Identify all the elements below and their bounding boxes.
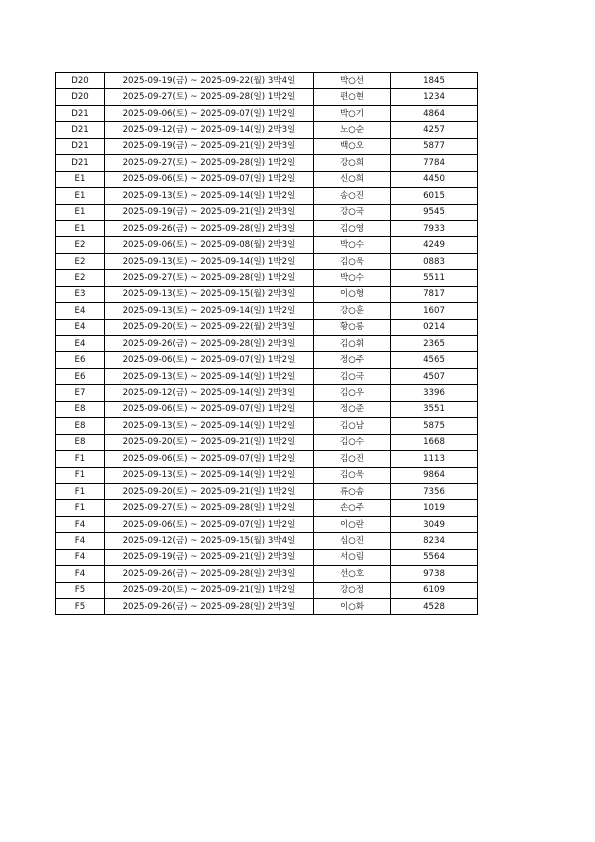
period-cell: 2025-09-20(토) ~ 2025-09-21(일) 1박2일 <box>105 434 314 450</box>
table-row <box>56 467 478 483</box>
site-cell: D21 <box>56 155 105 171</box>
period-cell: 2025-09-06(토) ~ 2025-09-08(월) 2박3일 <box>105 237 314 253</box>
site-cell: D20 <box>56 73 105 89</box>
site-cell: F1 <box>56 451 105 467</box>
code-cell: 0214 <box>391 319 478 335</box>
table-row <box>56 155 478 171</box>
site-cell: E4 <box>56 319 105 335</box>
table-row <box>56 204 478 220</box>
site-cell: E1 <box>56 220 105 236</box>
reservation-table <box>55 72 478 615</box>
guest-name-cell: 정○준 <box>314 401 391 417</box>
table-row <box>56 418 478 434</box>
guest-name-cell: 강○국 <box>314 204 391 220</box>
table-row <box>56 599 478 615</box>
table-row <box>56 401 478 417</box>
site-cell: E8 <box>56 401 105 417</box>
code-cell: 9738 <box>391 566 478 582</box>
guest-name-cell: 김○욱 <box>314 253 391 269</box>
period-cell: 2025-09-26(금) ~ 2025-09-28(일) 2박3일 <box>105 220 314 236</box>
period-cell: 2025-09-12(금) ~ 2025-09-15(월) 3박4일 <box>105 533 314 549</box>
code-cell: 7784 <box>391 155 478 171</box>
code-cell: 1019 <box>391 500 478 516</box>
code-cell: 3049 <box>391 516 478 532</box>
period-cell: 2025-09-12(금) ~ 2025-09-14(일) 2박3일 <box>105 122 314 138</box>
code-cell: 4249 <box>391 237 478 253</box>
table-row <box>56 434 478 450</box>
table-row <box>56 483 478 499</box>
period-cell: 2025-09-06(토) ~ 2025-09-07(일) 1박2일 <box>105 352 314 368</box>
site-cell: F4 <box>56 566 105 582</box>
table-row <box>56 533 478 549</box>
table-row <box>56 336 478 352</box>
period-cell: 2025-09-13(토) ~ 2025-09-15(월) 2박3일 <box>105 286 314 302</box>
period-cell: 2025-09-13(토) ~ 2025-09-14(일) 1박2일 <box>105 467 314 483</box>
code-cell: 4565 <box>391 352 478 368</box>
table-row <box>56 451 478 467</box>
site-cell: D21 <box>56 105 105 121</box>
code-cell: 9545 <box>391 204 478 220</box>
period-cell: 2025-09-19(금) ~ 2025-09-22(월) 3박4일 <box>105 73 314 89</box>
table-row <box>56 352 478 368</box>
site-cell: E4 <box>56 336 105 352</box>
site-cell: D21 <box>56 138 105 154</box>
guest-name-cell: 이○형 <box>314 286 391 302</box>
guest-name-cell: 김○국 <box>314 368 391 384</box>
period-cell: 2025-09-12(금) ~ 2025-09-14(일) 2박3일 <box>105 385 314 401</box>
table-row <box>56 566 478 582</box>
code-cell: 5511 <box>391 270 478 286</box>
table-row <box>56 286 478 302</box>
table-row <box>56 500 478 516</box>
table-row <box>56 89 478 105</box>
period-cell: 2025-09-20(토) ~ 2025-09-22(월) 2박3일 <box>105 319 314 335</box>
code-cell: 6015 <box>391 188 478 204</box>
guest-name-cell: 강○훈 <box>314 303 391 319</box>
code-cell: 4864 <box>391 105 478 121</box>
table-row <box>56 171 478 187</box>
site-cell: F5 <box>56 599 105 615</box>
guest-name-cell: 김○수 <box>314 434 391 450</box>
site-cell: E1 <box>56 188 105 204</box>
code-cell: 1607 <box>391 303 478 319</box>
site-cell: E8 <box>56 418 105 434</box>
code-cell: 3396 <box>391 385 478 401</box>
site-cell: F1 <box>56 500 105 516</box>
code-cell: 8234 <box>391 533 478 549</box>
guest-name-cell: 김○우 <box>314 385 391 401</box>
code-cell: 4450 <box>391 171 478 187</box>
table-row <box>56 220 478 236</box>
guest-name-cell: 박○선 <box>314 73 391 89</box>
table-row <box>56 253 478 269</box>
period-cell: 2025-09-06(토) ~ 2025-09-07(일) 1박2일 <box>105 401 314 417</box>
site-cell: E2 <box>56 270 105 286</box>
period-cell: 2025-09-06(토) ~ 2025-09-07(일) 1박2일 <box>105 171 314 187</box>
code-cell: 1113 <box>391 451 478 467</box>
site-cell: E1 <box>56 204 105 220</box>
code-cell: 1845 <box>391 73 478 89</box>
code-cell: 5877 <box>391 138 478 154</box>
guest-name-cell: 박○수 <box>314 237 391 253</box>
guest-name-cell: 심○진 <box>314 533 391 549</box>
guest-name-cell: 류○솜 <box>314 483 391 499</box>
code-cell: 1234 <box>391 89 478 105</box>
guest-name-cell: 박○기 <box>314 105 391 121</box>
reservation-table-body <box>56 73 478 615</box>
site-cell: E4 <box>56 303 105 319</box>
code-cell: 6109 <box>391 582 478 598</box>
site-cell: D20 <box>56 89 105 105</box>
code-cell: 4257 <box>391 122 478 138</box>
period-cell: 2025-09-27(토) ~ 2025-09-28(일) 1박2일 <box>105 500 314 516</box>
site-cell: E6 <box>56 368 105 384</box>
code-cell: 7933 <box>391 220 478 236</box>
guest-name-cell: 김○휘 <box>314 336 391 352</box>
guest-name-cell: 손○주 <box>314 500 391 516</box>
guest-name-cell: 박○수 <box>314 270 391 286</box>
site-cell: F5 <box>56 582 105 598</box>
table-row <box>56 237 478 253</box>
guest-name-cell: 김○진 <box>314 451 391 467</box>
period-cell: 2025-09-19(금) ~ 2025-09-21(일) 2박3일 <box>105 138 314 154</box>
site-cell: F4 <box>56 549 105 565</box>
site-cell: E8 <box>56 434 105 450</box>
site-cell: E2 <box>56 253 105 269</box>
period-cell: 2025-09-26(금) ~ 2025-09-28(일) 2박3일 <box>105 336 314 352</box>
code-cell: 7356 <box>391 483 478 499</box>
table-row <box>56 319 478 335</box>
code-cell: 7817 <box>391 286 478 302</box>
period-cell: 2025-09-13(토) ~ 2025-09-14(일) 1박2일 <box>105 303 314 319</box>
guest-name-cell: 노○순 <box>314 122 391 138</box>
code-cell: 0883 <box>391 253 478 269</box>
guest-name-cell: 김○욱 <box>314 467 391 483</box>
guest-name-cell: 선○호 <box>314 566 391 582</box>
site-cell: E6 <box>56 352 105 368</box>
period-cell: 2025-09-20(토) ~ 2025-09-21(일) 1박2일 <box>105 483 314 499</box>
table-row <box>56 188 478 204</box>
code-cell: 1668 <box>391 434 478 450</box>
code-cell: 5875 <box>391 418 478 434</box>
site-cell: E3 <box>56 286 105 302</box>
table-row <box>56 582 478 598</box>
site-cell: F1 <box>56 467 105 483</box>
guest-name-cell: 황○롱 <box>314 319 391 335</box>
table-row <box>56 385 478 401</box>
guest-name-cell: 신○희 <box>314 171 391 187</box>
guest-name-cell: 백○오 <box>314 138 391 154</box>
site-cell: E2 <box>56 237 105 253</box>
site-cell: E7 <box>56 385 105 401</box>
period-cell: 2025-09-19(금) ~ 2025-09-21(일) 2박3일 <box>105 204 314 220</box>
table-row <box>56 73 478 89</box>
period-cell: 2025-09-13(토) ~ 2025-09-14(일) 1박2일 <box>105 418 314 434</box>
guest-name-cell: 김○영 <box>314 220 391 236</box>
period-cell: 2025-09-27(토) ~ 2025-09-28(일) 1박2일 <box>105 89 314 105</box>
period-cell: 2025-09-19(금) ~ 2025-09-21(일) 2박3일 <box>105 549 314 565</box>
period-cell: 2025-09-20(토) ~ 2025-09-21(일) 1박2일 <box>105 582 314 598</box>
table-row <box>56 138 478 154</box>
table-row <box>56 368 478 384</box>
period-cell: 2025-09-26(금) ~ 2025-09-28(일) 2박3일 <box>105 599 314 615</box>
guest-name-cell: 김○남 <box>314 418 391 434</box>
code-cell: 9864 <box>391 467 478 483</box>
period-cell: 2025-09-26(금) ~ 2025-09-28(일) 2박3일 <box>105 566 314 582</box>
table-row <box>56 549 478 565</box>
period-cell: 2025-09-13(토) ~ 2025-09-14(일) 1박2일 <box>105 188 314 204</box>
code-cell: 2365 <box>391 336 478 352</box>
site-cell: E1 <box>56 171 105 187</box>
code-cell: 4528 <box>391 599 478 615</box>
period-cell: 2025-09-06(토) ~ 2025-09-07(일) 1박2일 <box>105 516 314 532</box>
site-cell: F4 <box>56 516 105 532</box>
period-cell: 2025-09-13(토) ~ 2025-09-14(일) 1박2일 <box>105 368 314 384</box>
site-cell: F4 <box>56 533 105 549</box>
guest-name-cell: 서○림 <box>314 549 391 565</box>
period-cell: 2025-09-27(토) ~ 2025-09-28(일) 1박2일 <box>105 270 314 286</box>
table-row <box>56 303 478 319</box>
guest-name-cell: 송○진 <box>314 188 391 204</box>
site-cell: F1 <box>56 483 105 499</box>
code-cell: 4507 <box>391 368 478 384</box>
guest-name-cell: 정○주 <box>314 352 391 368</box>
site-cell: D21 <box>56 122 105 138</box>
code-cell: 5564 <box>391 549 478 565</box>
code-cell: 3551 <box>391 401 478 417</box>
guest-name-cell: 이○화 <box>314 599 391 615</box>
table-row <box>56 516 478 532</box>
table-row <box>56 270 478 286</box>
table-row <box>56 105 478 121</box>
period-cell: 2025-09-27(토) ~ 2025-09-28(일) 1박2일 <box>105 155 314 171</box>
period-cell: 2025-09-13(토) ~ 2025-09-14(일) 1박2일 <box>105 253 314 269</box>
table-row <box>56 122 478 138</box>
guest-name-cell: 이○란 <box>314 516 391 532</box>
guest-name-cell: 강○희 <box>314 155 391 171</box>
period-cell: 2025-09-06(토) ~ 2025-09-07(일) 1박2일 <box>105 451 314 467</box>
period-cell: 2025-09-06(토) ~ 2025-09-07(일) 1박2일 <box>105 105 314 121</box>
guest-name-cell: 편○현 <box>314 89 391 105</box>
guest-name-cell: 강○정 <box>314 582 391 598</box>
